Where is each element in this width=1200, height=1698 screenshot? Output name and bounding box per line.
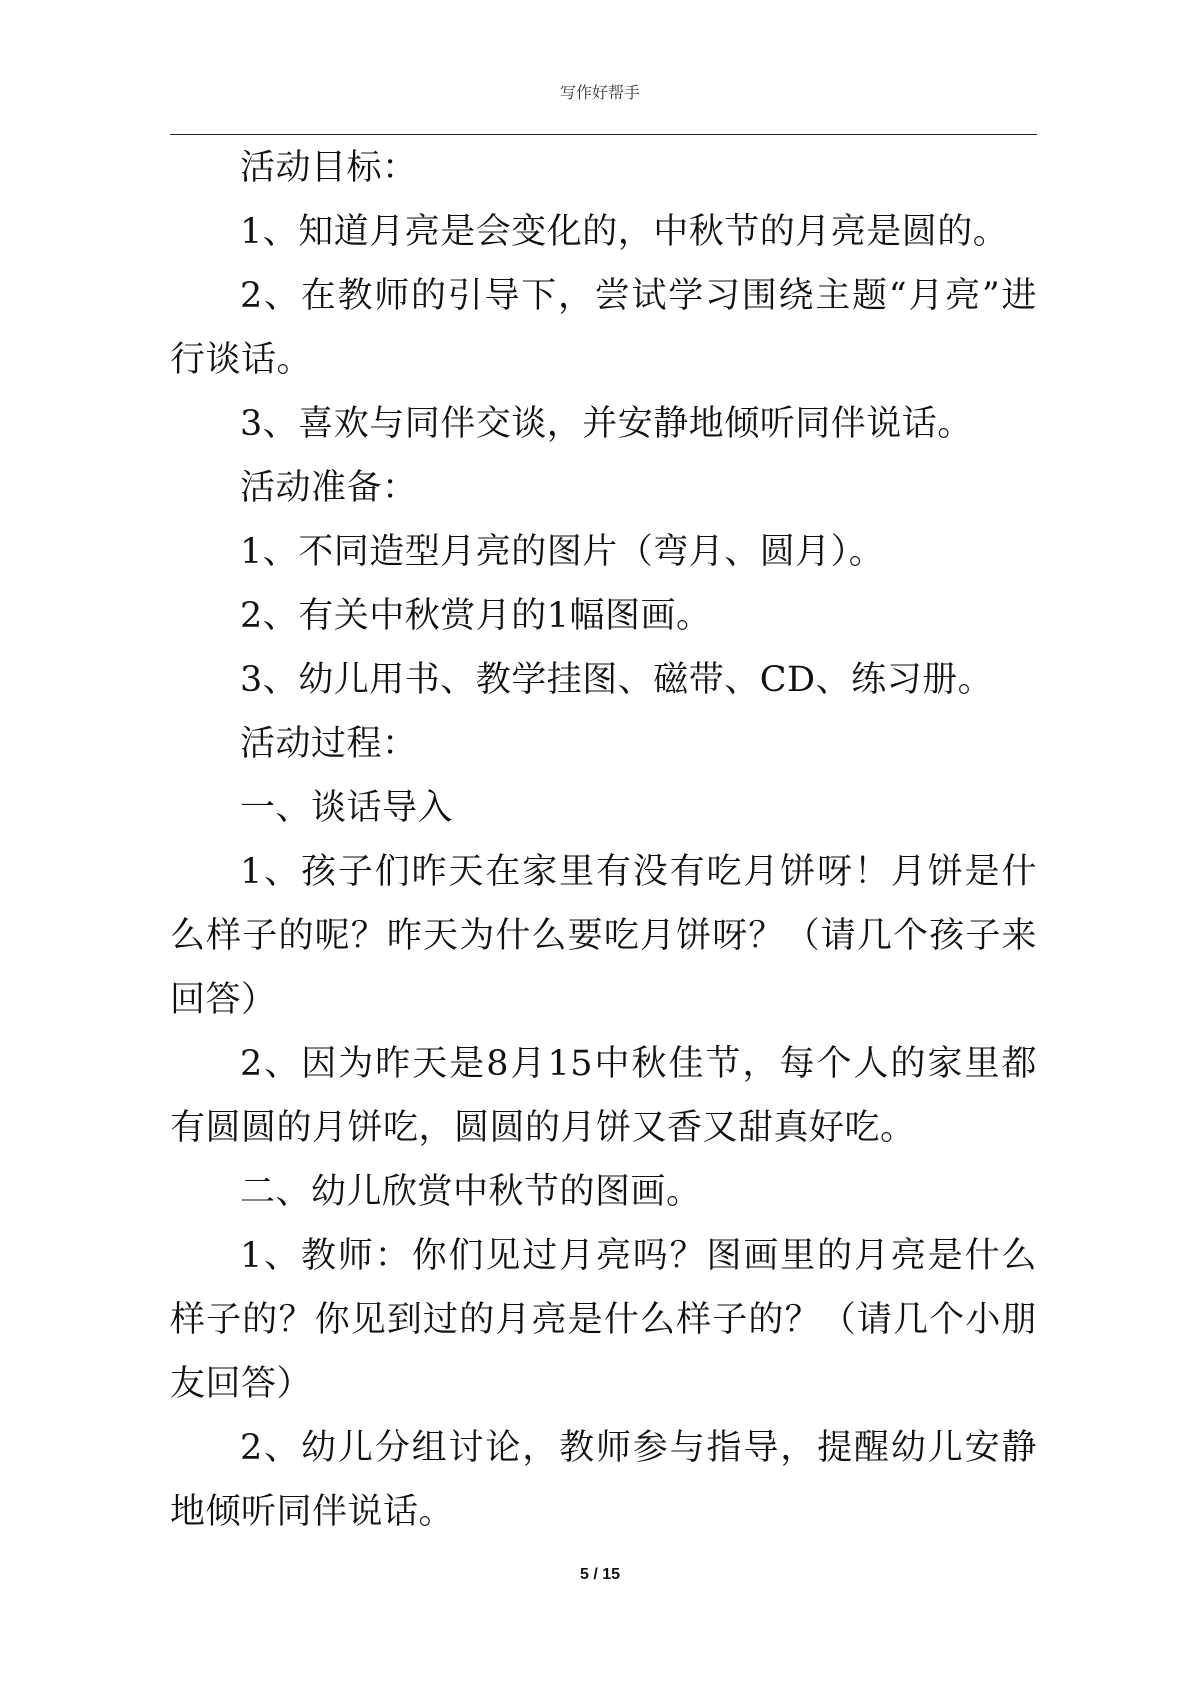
paragraph: 2、有关中秋赏月的1幅图画。 — [240, 596, 712, 636]
section-heading-process: 活动过程： — [240, 724, 418, 764]
paragraph: 2、因为昨天是8月15中秋佳节，每个人的家里都有圆圆的月饼吃，圆圆的月饼又香又甜真好吃。 — [170, 1044, 1037, 1148]
section-heading-goals: 活动目标： — [240, 148, 418, 188]
paragraph: 1、孩子们昨天在家里有没有吃月饼呀！月饼是什么样子的呢？昨天为什么要吃月饼呀？（请几个孩子来回答） — [170, 852, 1037, 1020]
subsection-heading: 一、谈话导入 — [240, 788, 454, 828]
section-heading-preparation: 活动准备： — [240, 468, 418, 508]
subsection-heading: 二、幼儿欣赏中秋节的图画。 — [240, 1172, 702, 1212]
paragraph: 2、在教师的引导下，尝试学习围绕主题“月亮”进行谈话。 — [170, 276, 1037, 380]
paragraph: 1、不同造型月亮的图片（弯月、圆月）。 — [240, 532, 885, 572]
document-body — [170, 136, 1037, 1544]
paragraph: 3、喜欢与同伴交谈，并安静地倾听同伴说话。 — [240, 404, 973, 444]
paragraph: 1、知道月亮是会变化的，中秋节的月亮是圆的。 — [240, 212, 1009, 252]
paragraph: 2、幼儿分组讨论，教师参与指导，提醒幼儿安静地倾听同伴说话。 — [170, 1428, 1037, 1532]
paragraph: 3、幼儿用书、教学挂图、磁带、CD、练习册。 — [240, 660, 994, 700]
paragraph: 1、教师：你们见过月亮吗？图画里的月亮是什么样子的？你见到过的月亮是什么样子的？（请几个小朋友回答） — [170, 1236, 1037, 1404]
page-header: 写作好帮手 — [559, 83, 640, 102]
header-divider — [170, 134, 1037, 135]
page-number: 5 / 15 — [579, 1566, 621, 1583]
